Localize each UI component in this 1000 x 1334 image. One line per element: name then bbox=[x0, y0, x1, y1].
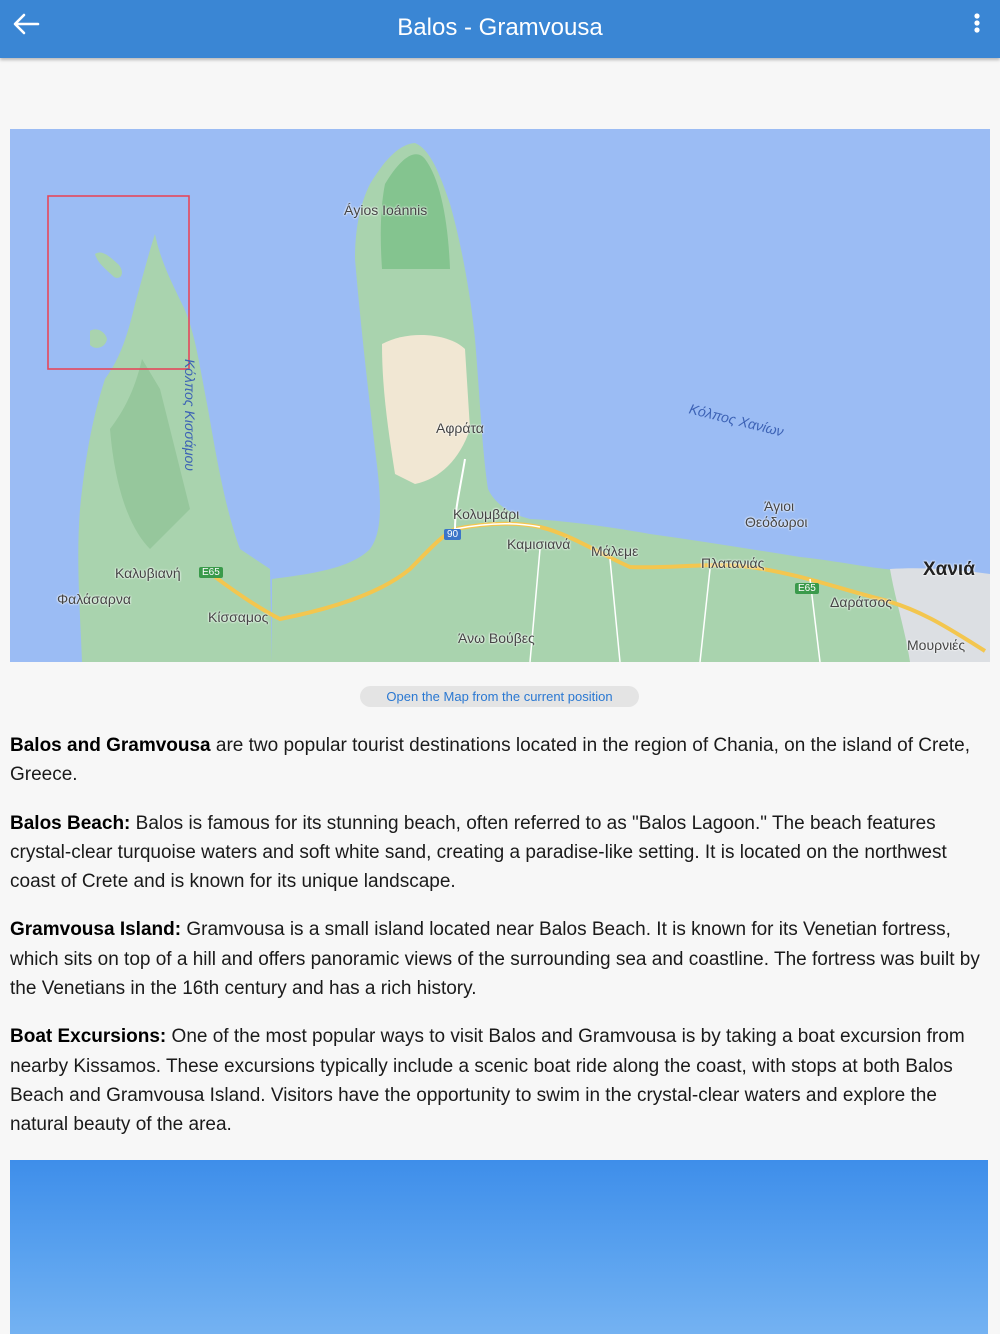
paragraph-boat-excursions bbox=[10, 1022, 995, 1139]
paragraph-balos-beach-text: Balos is famous for its stunning beach, often referred to as "Balos Lagoon." The beach features crystal-clear turquoise waters and soft white sand, creating a paradise-like setting. It is located on the northwest coast of Crete and is known for its unique landscape. bbox=[10, 812, 947, 893]
map-label-kolpos-chanion: Κόλπος Χανίων bbox=[687, 400, 786, 440]
map-label-mournies: Μουρνιές bbox=[907, 637, 966, 653]
sky-photo bbox=[10, 1160, 988, 1334]
map-label-ano-voves: Άνω Βούβες bbox=[458, 630, 535, 646]
map-label-kolymvari: Κολυμβάρι bbox=[453, 506, 520, 522]
road-shield-e65-west: E65 bbox=[199, 567, 223, 578]
map-label-agioi-2: Θεόδωροι bbox=[745, 514, 808, 530]
open-map-button[interactable]: Open the Map from the current position bbox=[360, 686, 639, 707]
page-title: Balos - Gramvousa bbox=[397, 14, 603, 41]
paragraph-intro-text: are two popular tourist destinations located in the region of Chania, on the island of Crete, Greece. bbox=[10, 735, 971, 786]
paragraph-balos-beach-bold: Balos Beach: bbox=[10, 812, 131, 834]
map-label-platanias: Πλατανιάς bbox=[701, 555, 765, 571]
paragraph-gramvousa-island-bold: Gramvousa Island: bbox=[10, 919, 182, 941]
paragraph-intro-bold: Balos and Gramvousa bbox=[10, 735, 211, 756]
map-label-kolpos-kissamou: Κόλπος Κισσάμου bbox=[182, 359, 198, 471]
paragraph-intro bbox=[10, 731, 995, 790]
road-shield-90: 90 bbox=[444, 529, 461, 540]
more-vertical-icon[interactable] bbox=[962, 6, 992, 42]
app-bar bbox=[0, 0, 1000, 58]
map-label-chania: Χανιά bbox=[923, 559, 975, 580]
map-label-kalyviani: Καλυβιανή bbox=[115, 565, 181, 581]
map-label-kissamos: Κίσσαμος bbox=[208, 609, 269, 625]
map-graphic bbox=[10, 129, 990, 662]
map-label-afrata: Αφράτα bbox=[436, 420, 484, 436]
map-label-agioi-1: Άγιοι bbox=[764, 498, 795, 514]
paragraph-balos-beach bbox=[10, 809, 995, 897]
map-label-agios-ioannis: Áyios Ioánnis bbox=[344, 202, 428, 218]
paragraph-gramvousa-island-text: Gramvousa is a small island located near Balos Beach. It is known for its Venetian fortress, which sits on top of a hill and offers panoramic views of the surrounding sea and coastline. The fortress was built by the Venetians in the 16th century and has a rich history. bbox=[10, 919, 980, 1000]
map-label-falasarna: Φαλάσαρνα bbox=[57, 591, 131, 607]
paragraph-boat-excursions-text: One of the most popular ways to visit Balos and Gramvousa is by taking a boat excursion from nearby Kissamos. These excursions typically include a scenic boat ride along the coast, with stops at both Balos Beach and Gramvousa Island. Visitors have the opportunity to swim in the crystal-clear waters and explore the natural beauty of the area. bbox=[10, 1026, 965, 1136]
article-text bbox=[10, 731, 995, 1159]
paragraph-gramvousa-island bbox=[10, 915, 995, 1003]
map-label-kamisiana: Καμισιανά bbox=[507, 536, 571, 552]
map-label-maleme: Μάλεμε bbox=[591, 543, 639, 559]
road-shield-e65-east: E65 bbox=[795, 583, 819, 594]
map-label-daratsos: Δαράτσος bbox=[830, 594, 893, 610]
map-view[interactable] bbox=[10, 129, 990, 662]
paragraph-boat-excursions-bold: Boat Excursions: bbox=[10, 1026, 167, 1048]
